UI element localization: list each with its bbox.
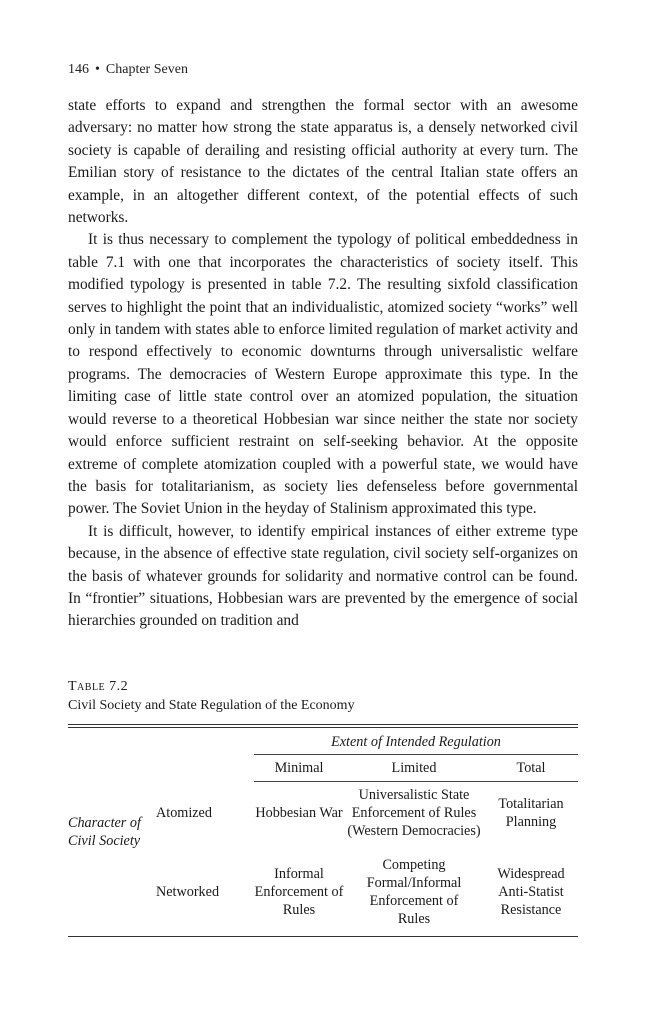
extent-spanner: Extent of Intended Regulation xyxy=(254,728,578,755)
paragraph-3: It is difficult, however, to identify empirical instances of either extreme type because, in the absence of effective state regulation, civil society self-organizes on the basis of whatever grounds for solidarity and normative control can be found. In “frontier” situations, Hobbesian wars are prevented by the emergence of social hierarchies grounded on tradition and xyxy=(68,522,578,630)
running-head xyxy=(68,62,578,78)
table-bottom-rule xyxy=(68,936,578,937)
column-header-limited: Limited xyxy=(344,754,484,781)
table-cell: Totalitarian Planning xyxy=(498,795,564,830)
table-cell: Informal Enforcement of Rules xyxy=(254,865,344,918)
body-text xyxy=(68,95,578,633)
table-row xyxy=(68,781,578,850)
row-label-networked: Networked xyxy=(156,883,220,900)
bullet-separator: • xyxy=(95,62,100,77)
page-number: 146 xyxy=(68,62,89,77)
spanner-row xyxy=(68,728,578,755)
table-cell: Widespread Anti-Statist Resistance xyxy=(497,865,565,918)
table-cell: Competing Formal/Informal Enforcement of Rules xyxy=(366,856,462,927)
column-header-minimal: Minimal xyxy=(254,754,344,781)
table-label: Table 7.2 xyxy=(68,678,129,694)
row-label-atomized: Atomized xyxy=(156,804,212,821)
chapter-title: Chapter Seven xyxy=(105,62,188,77)
table-cell: Universalistic State Enforcement of Rules (Western Democracies) xyxy=(347,786,481,839)
table-cell: Hobbesian War xyxy=(255,804,343,821)
paragraph-1: state efforts to expand and strengthen the formal sector with an awesome adversary: no matter how strong the state apparatus is, a densely networked civil society is capable of derailing and resisting official authority at every turn. The Emilian story of resistance to the dictates of the central Italian state offers an example, in an altogether different context, of the potential effects of such networks. xyxy=(68,97,578,227)
column-header-row xyxy=(68,754,578,781)
regulation-table xyxy=(68,728,578,936)
column-header-total: Total xyxy=(484,754,578,781)
row-group-label: Character of Civil Society xyxy=(68,815,141,850)
paragraph-2: It is thus necessary to complement the typology of political embeddedness in table 7.1 with one that incorporates the characteristics of society itself. This modified typology is presented in table 7.2. The resulting sixfold classification serves to highlight the point that an individualistic, atomized society “works” well only in tandem with states able to enforce limited regulation of market activity and to respond effectively to economic downturns through universalistic welfare programs. The democracies of Western Europe approximate this type. In the limiting case of little state control over an atomized population, the situation would reverse to a theoretical Hobbesian war since neither the state nor society would enforce sufficient restraint on self-seeking behavior. At the opposite extreme of complete atomization coupled with a powerful state, we would have the basis for totalitarianism, as society lies defenseless before governmental power. The Soviet Union in the heyday of Stalinism approximated this type. xyxy=(68,231,578,518)
table-7-2 xyxy=(68,677,578,937)
table-caption: Civil Society and State Regulation of the Economy xyxy=(68,697,355,713)
book-page xyxy=(68,62,578,937)
